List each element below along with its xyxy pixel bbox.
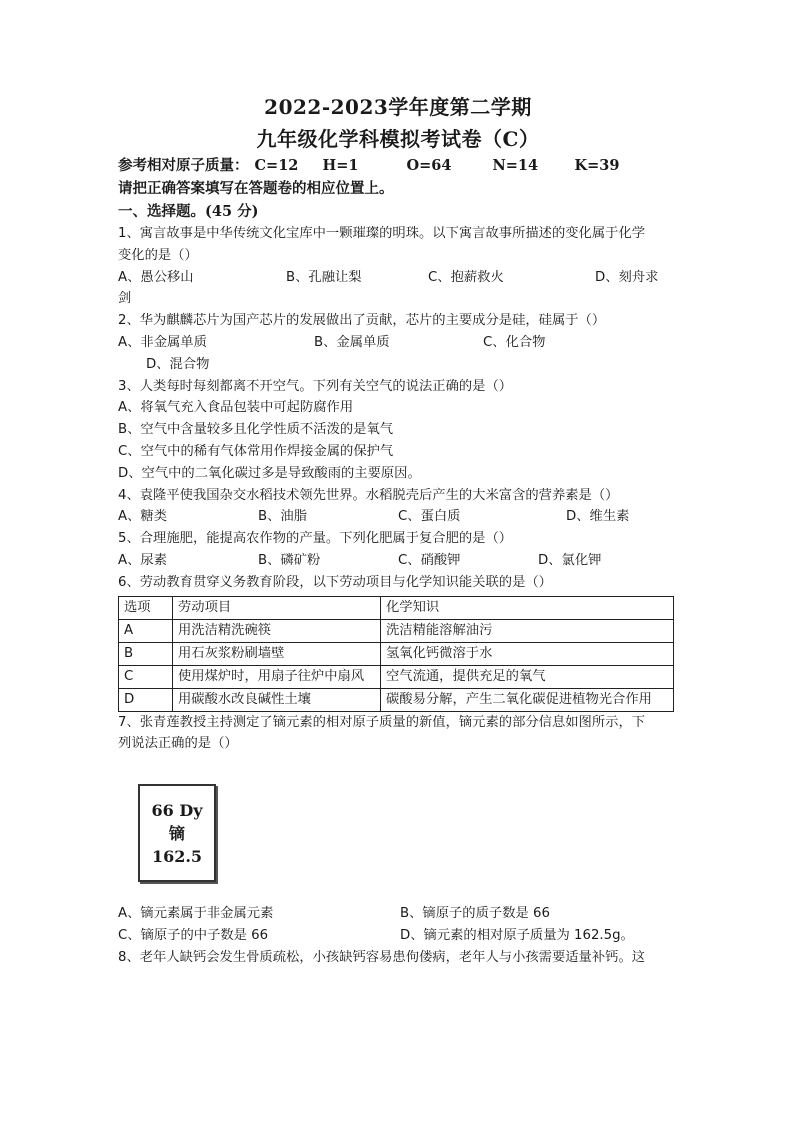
table-cell: A	[119, 619, 173, 642]
q8-stem: 8、老年人缺钙会发生骨质疏松，小孩缺钙容易患佝偻病，老年人与小孩需要适量补钙。这	[118, 949, 646, 965]
labor-knowledge-table	[118, 596, 674, 712]
q1-option-d: D、刻舟求	[595, 269, 659, 285]
mass-k: K=39	[574, 157, 620, 174]
q7-options-row2	[118, 925, 678, 947]
mass-h: H=1	[322, 157, 359, 174]
q7-option-a: A、镝元素属于非金属元素	[118, 906, 274, 922]
section-heading: 一、选择题。(45 分)	[118, 203, 259, 220]
table-cell: 用石灰浆粉刷墙壁	[173, 642, 381, 665]
q7-stem-line1: 7、张青莲教授主持测定了镝元素的相对原子质量的新值，镝元素的部分信息如图所示，下	[118, 714, 646, 730]
q3-option-d: D、空气中的二氧化碳过多是导致酸雨的主要原因。	[118, 465, 421, 481]
q2-stem: 2、华为麒麟芯片为国产芯片的发展做出了贡献，芯片的主要成分是硅，硅属于（）	[118, 313, 606, 329]
q2-options	[118, 332, 678, 354]
exam-title: 2022-2023学年度第二学期	[264, 95, 532, 119]
table-cell: 氢氧化钙微溶于水	[381, 642, 674, 665]
table-row	[119, 665, 674, 688]
table-cell: C	[119, 665, 173, 688]
exam-subtitle: 九年级化学科模拟考试卷（C）	[256, 127, 540, 151]
q3-stem: 3、人类每时每刻都离不开空气。下列有关空气的说法正确的是（）	[118, 378, 513, 394]
q5-option-a: A、尿素	[118, 552, 167, 568]
mass-o: O=64	[406, 157, 452, 174]
exam-page	[118, 92, 678, 969]
q6-stem: 6、劳动教育贯穿义务教育阶段，以下劳动项目与化学知识能关联的是（）	[118, 574, 552, 590]
mass-n: N=14	[492, 157, 539, 174]
q7-options-row1	[118, 903, 678, 925]
q1-stem-line1: 1、寓言故事是中华传统文化宝库中一颗璀璨的明珠。以下寓言故事所描述的变化属于化学	[118, 226, 646, 241]
element-card-dysprosium	[138, 784, 216, 882]
q4-option-b: B、油脂	[258, 509, 308, 525]
q3-option-c: C、空气中的稀有气体常用作焊接金属的保护气	[118, 443, 394, 459]
table-cell: 碳酸易分解，产生二氧化碳促进植物光合作用	[381, 688, 674, 711]
q5-option-b: B、磷矿粉	[258, 552, 321, 568]
instruction: 请把正确答案填写在答题卷的相应位置上。	[118, 180, 394, 197]
q3-option-a: A、将氧气充入食品包装中可起防腐作用	[118, 400, 354, 416]
q1-stem-line2: 变化的是（）	[118, 247, 198, 263]
q2-option-d: D、混合物	[146, 356, 210, 372]
q1-option-b: B、孔融让梨	[286, 269, 362, 285]
q5-stem: 5、合理施肥，能提高农作物的产量。下列化肥属于复合肥的是（）	[118, 531, 513, 547]
q4-options	[118, 506, 678, 528]
q5-options	[118, 550, 678, 572]
table-cell: 空气流通，提供充足的氧气	[381, 665, 674, 688]
table-cell: D	[119, 688, 173, 711]
table-header-cell: 选项	[119, 596, 173, 619]
q4-option-c: C、蛋白质	[398, 509, 461, 525]
q7-option-d: D、镝元素的相对原子质量为 162.5g。	[400, 927, 634, 943]
q2-option-a: A、非金属单质	[118, 334, 207, 350]
atomic-masses-line	[118, 154, 678, 177]
q4-option-d: D、维生素	[566, 509, 630, 525]
atomic-masses-label: 参考相对原子质量：	[118, 157, 249, 174]
element-name: 镝	[168, 823, 185, 843]
mass-c: C=12	[254, 157, 299, 174]
q5-option-d: D、氯化钾	[538, 552, 602, 568]
element-mass: 162.5	[151, 846, 203, 866]
q1-option-c: C、抱薪救火	[428, 269, 504, 285]
q1-option-d-wrap: 剑	[118, 291, 132, 307]
table-row	[119, 642, 674, 665]
table-header-cell: 劳动项目	[173, 596, 381, 619]
table-cell: 用碳酸水改良碱性土壤	[173, 688, 381, 711]
q7-option-b: B、镝原子的质子数是 66	[400, 906, 550, 922]
q3-option-b: B、空气中含量较多且化学性质不活泼的是氧气	[118, 422, 394, 438]
q7-option-c: C、镝原子的中子数是 66	[118, 927, 269, 943]
q4-stem: 4、袁隆平使我国杂交水稻技术领先世界。水稻脱壳后产生的大米富含的营养素是（）	[118, 487, 619, 503]
table-cell: 用洗洁精洗碗筷	[173, 619, 381, 642]
table-header-row	[119, 596, 674, 619]
q1-option-a: A、愚公移山	[118, 269, 194, 285]
q7-stem-line2: 列说法正确的是（）	[118, 736, 238, 752]
table-cell: 洗洁精能溶解油污	[381, 619, 674, 642]
table-cell: 使用煤炉时，用扇子往炉中扇风	[173, 665, 381, 688]
table-cell: B	[119, 642, 173, 665]
table-row	[119, 688, 674, 711]
q4-option-a: A、糖类	[118, 509, 167, 525]
q2-option-c: C、化合物	[483, 334, 546, 350]
table-header-cell: 化学知识	[381, 596, 674, 619]
q5-option-c: C、硝酸钾	[398, 552, 461, 568]
table-row	[119, 619, 674, 642]
q2-option-b: B、金属单质	[314, 334, 390, 350]
q1-options	[118, 267, 678, 289]
element-number-symbol: 66 Dy	[151, 800, 203, 820]
